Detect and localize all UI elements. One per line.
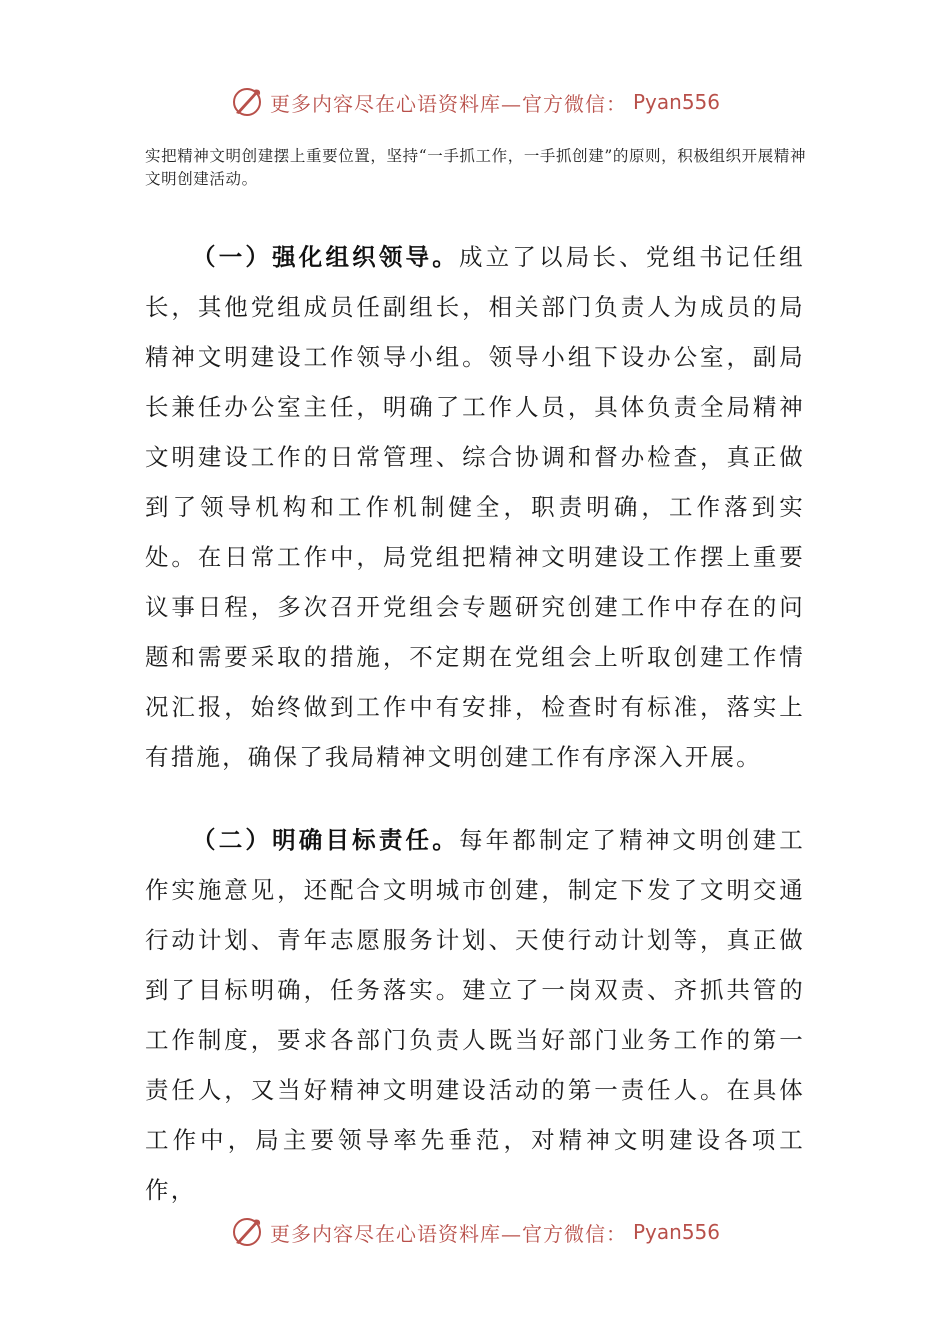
section-paragraph-2: [145, 815, 805, 1215]
watermark-wechat-id: Pyan556: [632, 1220, 720, 1244]
intro-paragraph: 实把精神文明创建摆上重要位置，坚持“一手抓工作，一手抓创建”的原则，积极组织开展精神文明创建活动。: [145, 147, 807, 188]
footer-watermark: [0, 1210, 950, 1254]
section-body-1: 成立了以局长、党组书记任组长，其他党组成员任副组长，相关部门负责人为成员的局精神文明建设工作领导小组。领导小组下设办公室，副局长兼任办公室主任，明确了工作人员，具体负责全局精神文明建设工作的日常管理、综合协调和督办检查，真正做到了领导机构和工作机制健全，职责明确，工作落到实处。在日常工作中，局党组把精神文明建设工作摆上重要议事日程，多次召开党组会专题研究创建工作中存在的问题和需要采取的措施，不定期在党组会上听取创建工作情况汇报，始终做到工作中有安排，检查时有标准，落实上有措施，确保了我局精神文明创建工作有序深入开展。: [145, 243, 805, 771]
section-heading-2: （二）明确目标责任。: [192, 826, 459, 854]
header-watermark: [0, 80, 950, 124]
section-body-2: 每年都制定了精神文明创建工作实施意见，还配合文明城市创建，制定下发了文明交通行动计划、青年志愿服务计划、天使行动计划等，真正做到了目标明确，任务落实。建立了一岗双责、齐抓共管的工作制度，要求各部门负责人既当好部门业务工作的第一责任人，又当好精神文明建设活动的第一责任人。在具体工作中，局主要领导率先垂范，对精神文明建设各项工作，: [145, 826, 805, 1204]
section-paragraph-1: [145, 232, 805, 782]
section-heading-1: （一）强化组织领导。: [192, 243, 459, 271]
watermark-text: 更多内容尽在心语资料库—官方微信：: [269, 1221, 627, 1246]
watermark-wechat-id: Pyan556: [632, 90, 720, 114]
watermark-text: 更多内容尽在心语资料库—官方微信：: [269, 91, 627, 116]
quill-pen-logo-icon: [230, 1215, 264, 1249]
quill-pen-logo-icon: [230, 85, 264, 119]
